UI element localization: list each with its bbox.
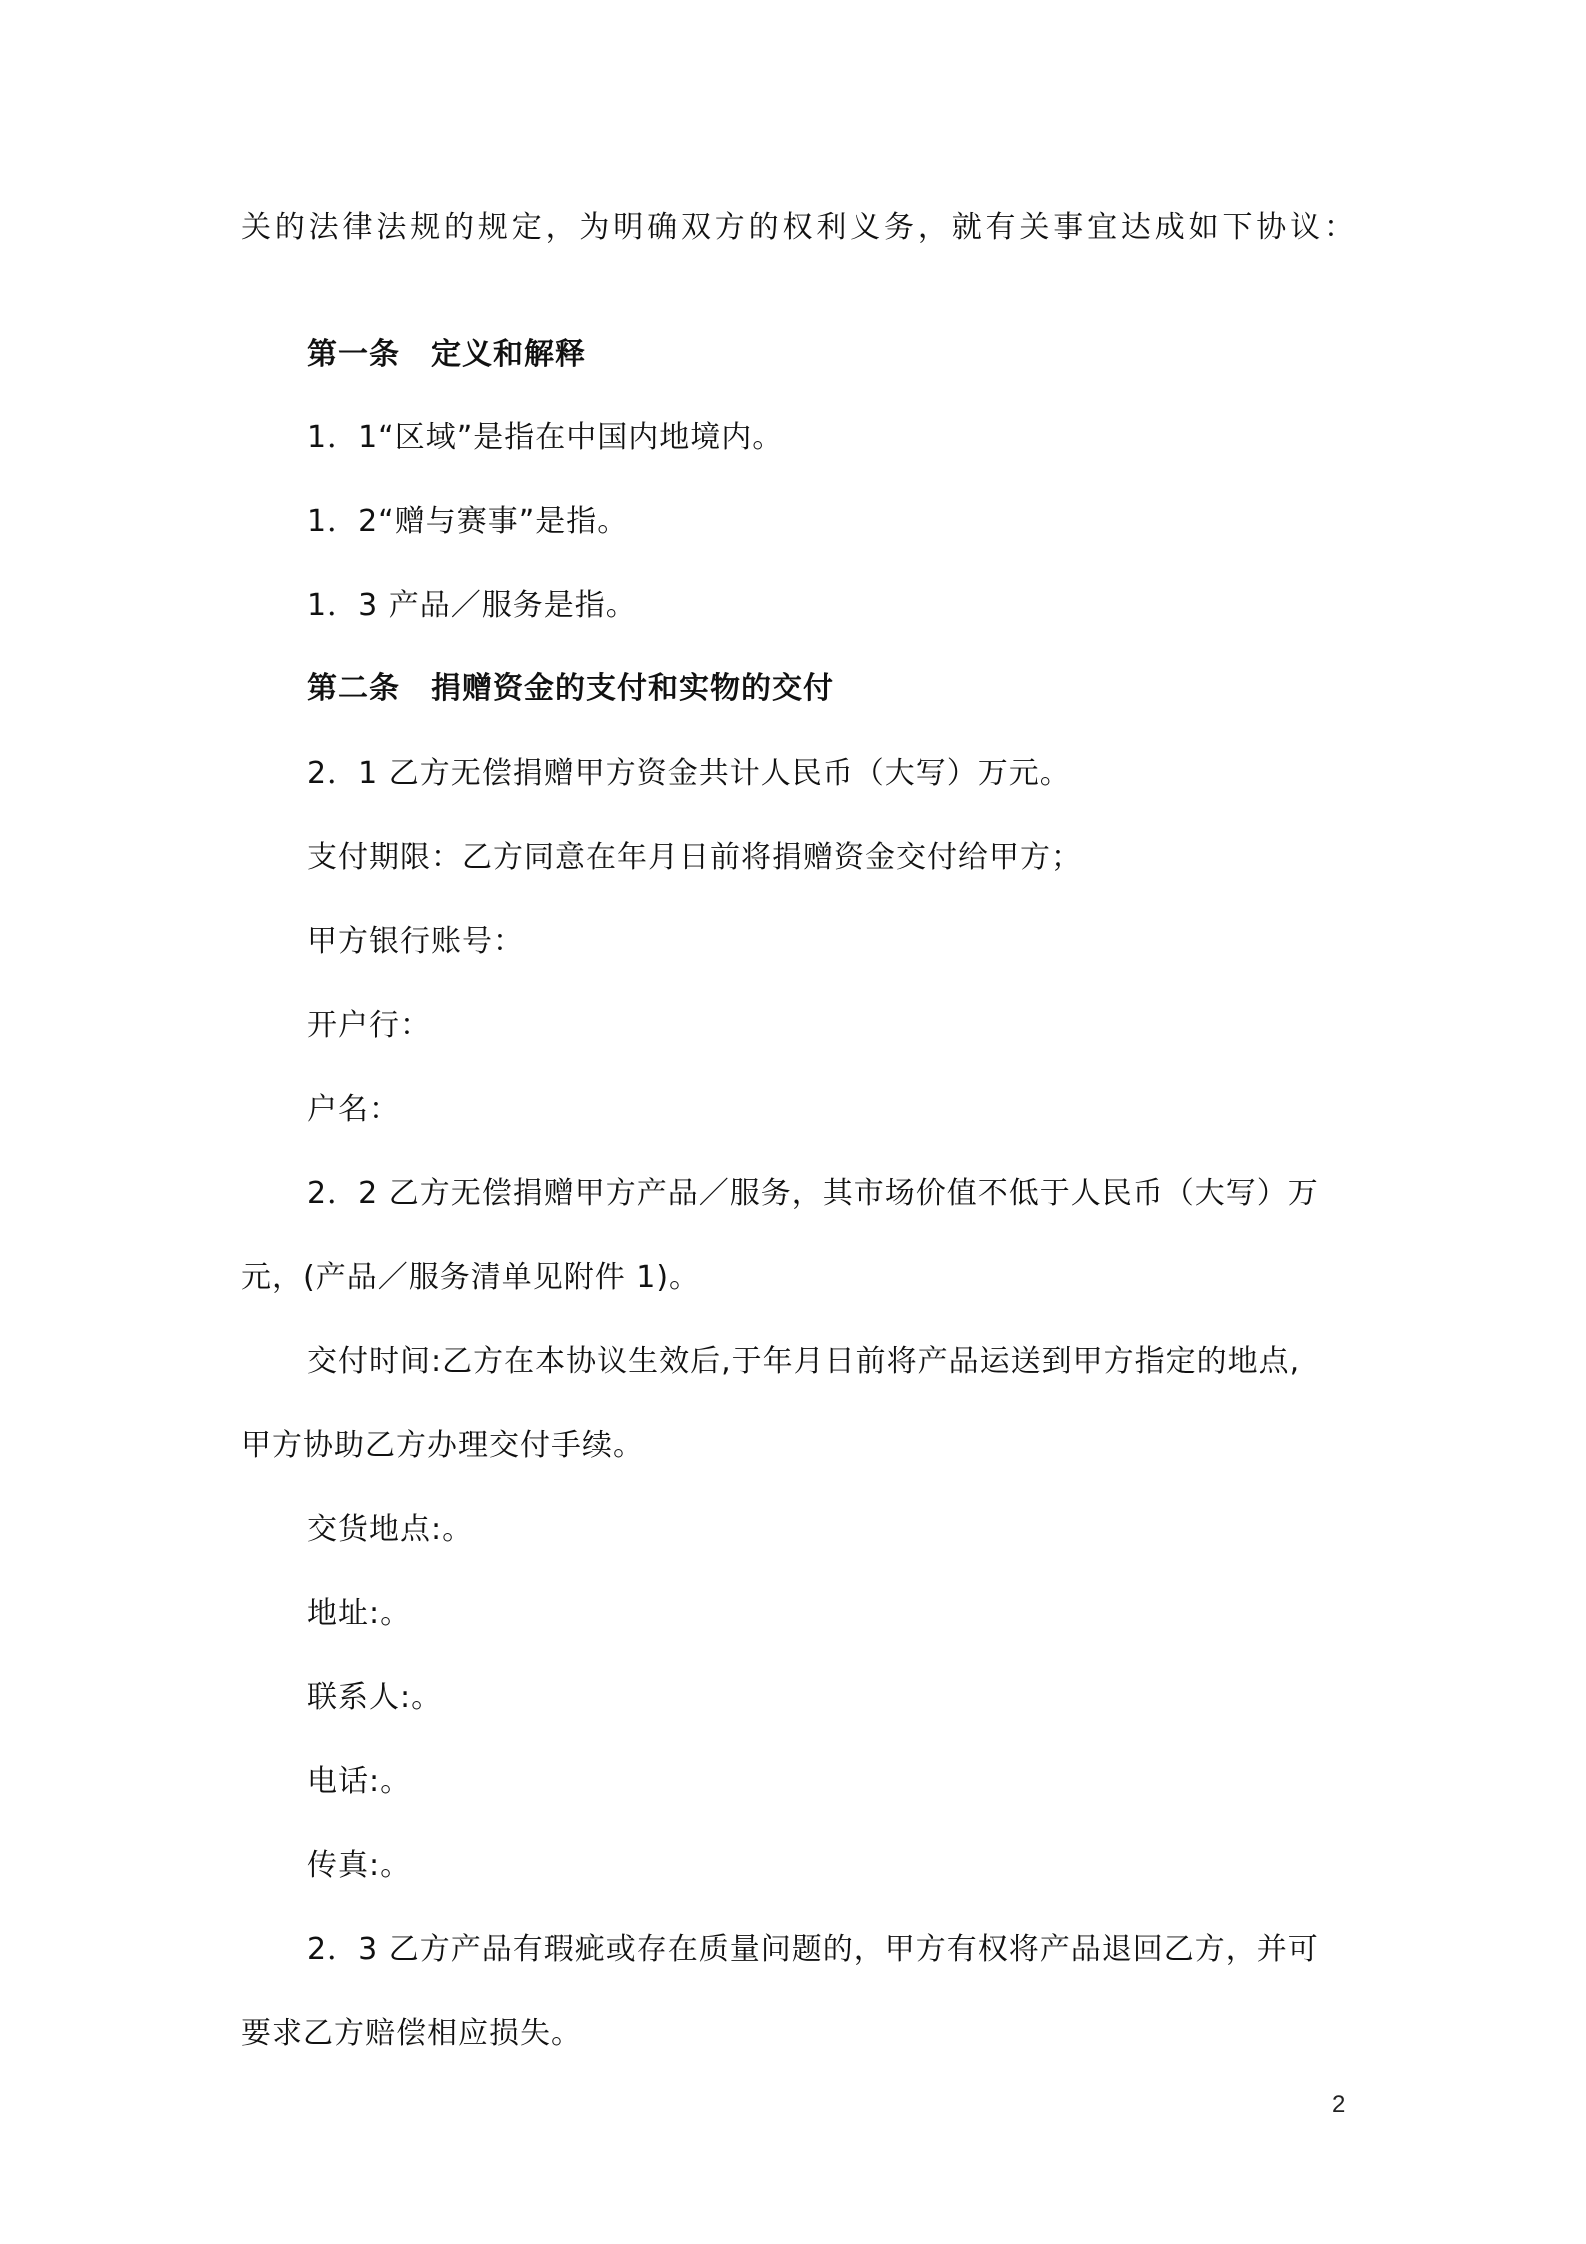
clause-2-1: 2．1 乙方无偿捐赠甲方资金共计人民币（大写）万元。: [307, 756, 1071, 791]
contact-person-label: 联系人:。: [307, 1680, 443, 1715]
clause-2-2-line-2: 元，(产品／服务清单见附件 1)。: [241, 1260, 701, 1295]
clause-1-3: 1．3 产品／服务是指。: [307, 588, 637, 623]
fax-label: 传真:。: [307, 1848, 412, 1883]
clause-2-2-line-1: 2．2 乙方无偿捐赠甲方产品／服务，其市场价值不低于人民币（大写）万: [307, 1176, 1319, 1211]
account-name-label: 户名：: [307, 1092, 400, 1127]
opening-bank-label: 开户行：: [307, 1008, 431, 1043]
clause-1-2: 1．2“赠与赛事”是指。: [307, 504, 629, 539]
payment-deadline: 支付期限：乙方同意在年月日前将捐赠资金交付给甲方；: [307, 840, 1082, 875]
bank-account-label: 甲方银行账号：: [307, 924, 524, 959]
delivery-location-label: 交货地点:。: [307, 1512, 474, 1547]
clause-1-1: 1．1“区域”是指在中国内地境内。: [307, 420, 784, 455]
delivery-time-line-2: 甲方协助乙方办理交付手续。: [241, 1428, 644, 1463]
phone-label: 电话:。: [307, 1764, 412, 1799]
article-1-heading: 第一条 定义和解释: [307, 337, 586, 372]
address-label: 地址:。: [307, 1596, 412, 1631]
delivery-time-line-1: 交付时间:乙方在本协议生效后,于年月日前将产品运送到甲方指定的地点,: [307, 1344, 1301, 1379]
page-number: 2: [1332, 2091, 1346, 2118]
clause-2-3-line-2: 要求乙方赔偿相应损失。: [241, 2016, 582, 2051]
clause-2-3-line-1: 2．3 乙方产品有瑕疵或存在质量问题的，甲方有权将产品退回乙方，并可: [307, 1932, 1319, 1967]
paragraph-line-preamble: 关的法律法规的规定，为明确双方的权利义务，就有关事宜达成如下协议：: [241, 210, 1355, 245]
article-2-heading: 第二条 捐赠资金的支付和实物的交付: [307, 671, 834, 706]
